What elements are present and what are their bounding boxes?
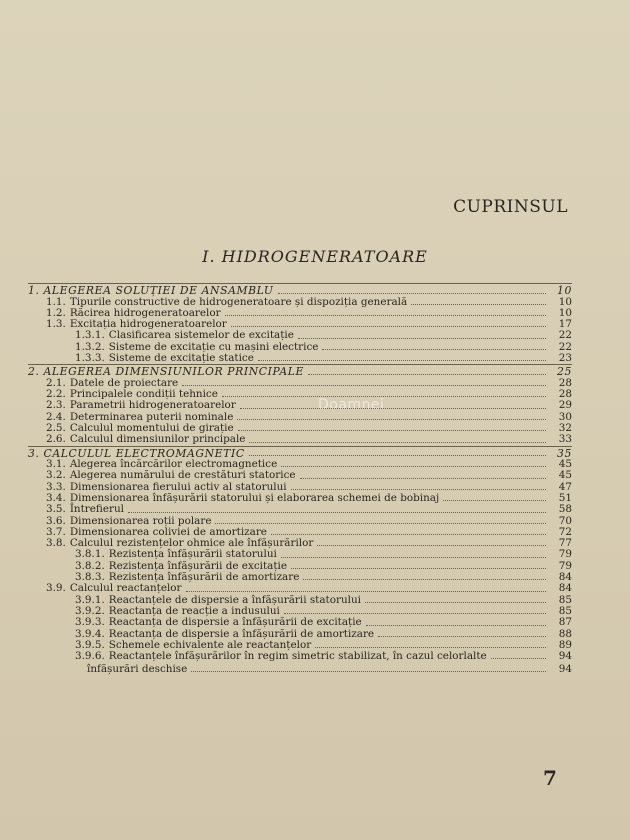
dot-leader: [378, 633, 546, 637]
toc-page: 85: [558, 604, 572, 617]
toc-title: Sisteme de excitație cu mașini electrice: [108, 340, 319, 353]
toc-number: 3.2.: [46, 469, 66, 482]
toc-title: Sisteme de excitație statice: [108, 351, 254, 364]
toc-title: Determinarea puterii nominale: [69, 410, 234, 423]
toc-title: Dimensionarea fierului activ al statorului: [69, 480, 287, 493]
dot-leader: [222, 393, 546, 397]
toc-title: Calculul reactanțelor: [69, 582, 182, 595]
dot-leader: [308, 371, 546, 375]
dot-leader: [315, 644, 546, 648]
dot-leader: [240, 405, 546, 409]
watermark: Doamnei: [318, 397, 385, 413]
toc-number: 3.6.: [46, 514, 66, 527]
toc-title: Calculul rezistențelor ohmice ale înfășurărilor: [69, 537, 314, 550]
toc-entry: [28, 651, 572, 662]
toc-number: 3.7.: [46, 525, 66, 538]
toc-chapter: [28, 365, 572, 378]
toc-entry: [28, 504, 572, 515]
toc-title: Datele de proiectare: [69, 376, 179, 389]
toc-page: 23: [558, 351, 572, 364]
toc-number: 2.2.: [46, 388, 66, 401]
contents-heading: CUPRINSUL: [453, 197, 568, 217]
dot-leader: [215, 520, 546, 524]
toc-chapter: [28, 284, 572, 297]
dot-leader: [300, 475, 546, 479]
toc-number: 2.: [28, 365, 40, 379]
dot-leader: [281, 554, 546, 558]
toc-number: 3.9.: [46, 582, 66, 595]
toc-page: 25: [557, 365, 572, 379]
toc-page: 79: [558, 548, 572, 561]
toc-number: 2.3.: [46, 399, 66, 412]
toc-page: 88: [558, 627, 572, 640]
toc-title: Schemele echivalente ale reactanțelor: [108, 638, 312, 651]
toc-page: 10: [558, 295, 572, 308]
toc-title: ALEGEREA DIMENSIUNILOR PRINCIPALE: [43, 365, 305, 379]
toc-number: 3.9.2.: [75, 604, 105, 617]
toc-page: 94: [558, 650, 572, 663]
toc-number: 1.3.2.: [75, 340, 105, 353]
toc-page: 84: [558, 571, 572, 584]
dot-leader: [281, 463, 546, 467]
toc-entry: [28, 470, 572, 481]
toc-page: 94: [558, 663, 572, 676]
toc-number: 3.4.: [46, 491, 66, 504]
toc-page: 28: [558, 388, 572, 401]
toc-page: 58: [558, 503, 572, 516]
toc-entry: [28, 583, 572, 594]
toc-title: Calculul momentului de girație: [69, 421, 234, 434]
toc-page: 77: [558, 537, 572, 550]
toc-title: Clasificarea sistemelor de excitație: [108, 329, 294, 342]
toc-page: 51: [558, 491, 572, 504]
dot-leader: [366, 622, 546, 626]
dot-leader: [271, 531, 546, 535]
dot-leader: [237, 416, 546, 420]
toc-number: 3.8.1.: [75, 548, 105, 561]
toc-title: Reactanța de dispersie a înfășurării de amortizare: [108, 627, 375, 640]
table-of-contents: [28, 283, 572, 675]
toc-page: 89: [558, 638, 572, 651]
toc-page: 10: [557, 284, 572, 298]
dot-leader: [128, 509, 546, 513]
toc-number: 3.5.: [46, 503, 66, 516]
toc-number: 1.1.: [46, 295, 66, 308]
toc-title: Reactanța de dispersie a înfășurării de excitație: [108, 616, 362, 629]
toc-page: 29: [558, 399, 572, 412]
dot-leader: [303, 576, 546, 580]
toc-page: 45: [558, 458, 572, 471]
toc-title: înfășurări deschise: [87, 663, 188, 676]
toc-title: Calculul dimensiunilor principale: [69, 433, 246, 446]
toc-number: 1.2.: [46, 306, 66, 319]
toc-entry: [28, 617, 572, 628]
toc-number: 3.9.3.: [75, 616, 105, 629]
toc-title: Reactanța de reacție a indusului: [108, 604, 280, 617]
toc-page: 84: [558, 582, 572, 595]
toc-title: Rezistența înfășurării statorului: [108, 548, 277, 561]
dot-leader: [491, 655, 546, 659]
dot-leader: [443, 497, 546, 501]
toc-entry: [28, 434, 572, 445]
toc-title: Răcirea hidrogeneratoarelor: [69, 306, 221, 319]
dot-leader: [291, 565, 546, 569]
toc-title: Întrefierul: [69, 503, 124, 516]
dot-leader: [258, 357, 546, 361]
toc-title: Principalele condiții tehnice: [69, 388, 218, 401]
toc-entry: [28, 353, 572, 364]
dot-leader: [365, 599, 546, 603]
toc-title: CALCULUL ELECTROMAGNETIC: [43, 446, 245, 460]
dot-leader: [317, 542, 546, 546]
toc-page: 85: [558, 593, 572, 606]
dot-leader: [249, 452, 546, 456]
toc-number: 3.9.4.: [75, 627, 105, 640]
toc-number: 3.1.: [46, 458, 66, 471]
toc-page: 33: [558, 433, 572, 446]
toc-title: Tipurile constructive de hidrogeneratoare și dispoziția generală: [69, 295, 408, 308]
dot-leader: [322, 346, 546, 350]
page-number: 7: [543, 766, 557, 790]
toc-number: 3.8.3.: [75, 571, 105, 584]
toc-number: 3.8.2.: [75, 559, 105, 572]
toc-page: 28: [558, 376, 572, 389]
dot-leader: [284, 610, 546, 614]
toc-number: 1.3.3.: [75, 351, 105, 364]
toc-page: 10: [558, 306, 572, 319]
toc-number: 3.9.1.: [75, 593, 105, 606]
toc-number: 2.5.: [46, 421, 66, 434]
toc-page: 22: [558, 340, 572, 353]
toc-number: 1.3.: [46, 318, 66, 331]
dot-leader: [298, 335, 546, 339]
toc-page: 47: [558, 480, 572, 493]
toc-title: Excitația hidrogeneratoarelor: [69, 318, 227, 331]
toc-title: Alegerea încărcărilor electromagnetice: [69, 458, 278, 471]
toc-number: 3.9.6.: [75, 650, 105, 663]
toc-page: 22: [558, 329, 572, 342]
dot-leader: [191, 668, 546, 672]
toc-entry: [28, 330, 572, 341]
toc-number: 2.4.: [46, 410, 66, 423]
dot-leader: [278, 290, 546, 294]
toc-page: 35: [557, 446, 572, 460]
dot-leader: [225, 312, 546, 316]
dot-leader: [231, 323, 546, 327]
toc-number: 2.1.: [46, 376, 66, 389]
toc-number: 3.3.: [46, 480, 66, 493]
dot-leader: [186, 588, 546, 592]
toc-page: 45: [558, 469, 572, 482]
toc-page: 72: [558, 525, 572, 538]
toc-title: ALEGEREA SOLUȚIEI DE ANSAMBLU: [43, 284, 274, 298]
toc-title: Rezistența înfășurării de amortizare: [108, 571, 300, 584]
toc-entry: [28, 664, 572, 675]
toc-page: 70: [558, 514, 572, 527]
dot-leader: [291, 486, 546, 490]
dot-leader: [249, 439, 546, 443]
toc-page: 17: [558, 318, 572, 331]
toc-number: 1.3.1.: [75, 329, 105, 342]
toc-title: Dimensionarea roții polare: [69, 514, 212, 527]
toc-number: 2.6.: [46, 433, 66, 446]
toc-number: 1.: [28, 284, 40, 298]
dot-leader: [238, 427, 546, 431]
toc-title: Rezistența înfășurării de excitație: [108, 559, 287, 572]
dot-leader: [182, 382, 546, 386]
toc-number: 3.: [28, 446, 40, 460]
toc-page: 32: [558, 421, 572, 434]
dot-leader: [411, 301, 546, 305]
toc-title: Dimensionarea înfășurării statorului și elaborarea schemei de bobinaj: [69, 491, 440, 504]
toc-entry: [28, 400, 572, 411]
toc-number: 3.8.: [46, 537, 66, 550]
toc-page: 30: [558, 410, 572, 423]
toc-title: Reactanțele de dispersie a înfășurării statorului: [108, 593, 361, 606]
toc-number: 3.9.5.: [75, 638, 105, 651]
toc-title: Dimensionarea coliviei de amortizare: [69, 525, 267, 538]
toc-title: Alegerea numărului de crestături statorice: [69, 469, 296, 482]
part-title: I. HIDROGENERATOARE: [202, 247, 428, 266]
toc-title: Reactanțele înfășurărilor în regim simetric stabilizat, în cazul celorlalte: [108, 650, 487, 663]
toc-page: 79: [558, 559, 572, 572]
toc-page: 87: [558, 616, 572, 629]
toc-title: Parametrii hidrogeneratoarelor: [69, 399, 236, 412]
